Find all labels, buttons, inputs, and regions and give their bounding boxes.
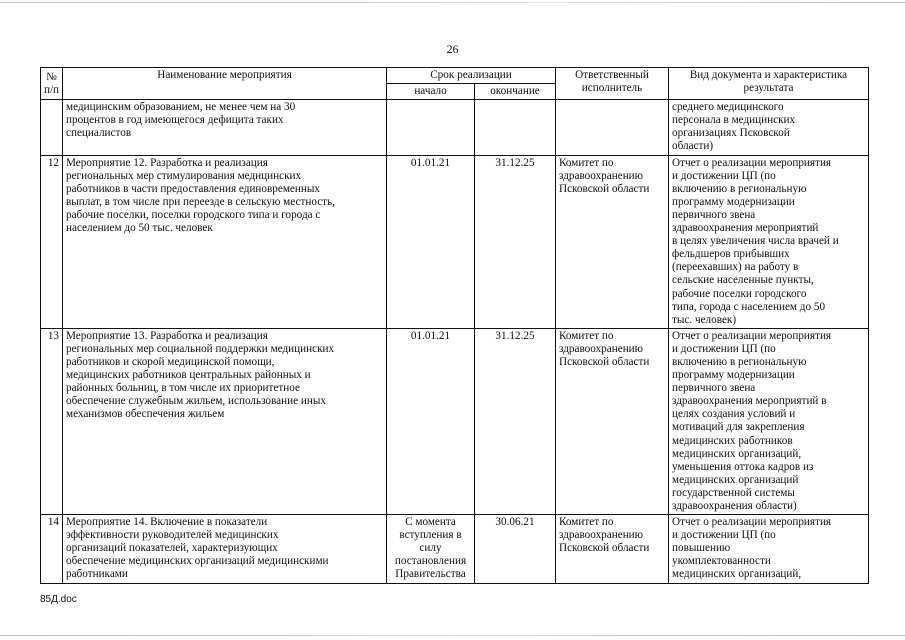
row-end: 31.12.25 <box>475 328 556 514</box>
row-name: Мероприятие 14. Включение в показатели эффективности руководителей медицинских организаций показателей, характеризующих обеспечение медицинских организаций медицинскими работниками <box>63 515 387 583</box>
scan-edge-bottom <box>0 635 905 636</box>
row-name: медицинским образованием, не менее чем на 30 процентов в год имеющегося дефицита таких специалистов <box>63 100 387 155</box>
header-name: Наименование мероприятия <box>63 68 387 100</box>
document-filename: 85Д.doc <box>40 594 77 605</box>
row-start: 01.01.21 <box>387 155 475 328</box>
row-name: Мероприятие 13. Разработка и реализация региональных мер социальной поддержки медицинских работников и скорой медицинской помощи, медицинских работников центральных районных и районных больниц, в том числе их приоритетное обеспечение служебным жильем, использование иных механизмов обеспечения жильем <box>63 328 387 514</box>
row-end: 30.06.21 <box>475 515 556 583</box>
row-result: Отчет о реализации мероприятия и достижении ЦП (по повышению укомплектованности медицинских организаций, <box>669 515 869 583</box>
header-result: Вид документа и характеристика результата <box>669 68 869 100</box>
row-start: 01.01.21 <box>387 328 475 514</box>
scan-edge-top <box>0 2 905 3</box>
row-num: 12 <box>41 155 63 328</box>
table-header-row <box>41 68 869 84</box>
header-responsible: Ответственный исполнитель <box>556 68 669 100</box>
row-responsible <box>556 100 669 155</box>
header-start: начало <box>387 84 475 100</box>
row-num: 14 <box>41 515 63 583</box>
page-number: 26 <box>446 42 459 56</box>
row-responsible: Комитет по здравоохранению Псковской области <box>556 328 669 514</box>
row-responsible: Комитет по здравоохранению Псковской области <box>556 515 669 583</box>
row-responsible: Комитет по здравоохранению Псковской области <box>556 155 669 328</box>
row-start <box>387 100 475 155</box>
header-period: Срок реализации <box>387 68 556 84</box>
row-start: С момента вступления в силу постановления Правительства <box>387 515 475 583</box>
table-row <box>41 328 869 514</box>
row-result: Отчет о реализации мероприятия и достижении ЦП (по включению в региональную программу модернизации первичного звена здравоохранения мероприятий в целях создания условий и мотиваций для закрепления медицинских работников медицинских организаций, уменьшения оттока кадров из медицинских организаций государственной системы здравоохранения области) <box>669 328 869 514</box>
row-num <box>41 100 63 155</box>
table-row <box>41 100 869 155</box>
table-row <box>41 155 869 328</box>
header-end: окончание <box>475 84 556 100</box>
header-num: № п/п <box>41 68 63 100</box>
table-row <box>41 515 869 583</box>
row-name: Мероприятие 12. Разработка и реализация региональных мер стимулирования медицинских работников в части предоставления единовременных выплат, в том числе при переезде в сельскую местность, рабочие поселки, поселки городского типа и города с населением до 50 тыс. человек <box>63 155 387 328</box>
row-result: среднего медицинского персонала в медицинских организациях Псковской области) <box>669 100 869 155</box>
row-end <box>475 100 556 155</box>
events-table <box>40 67 869 584</box>
row-result: Отчет о реализации мероприятия и достижении ЦП (по включению в региональную программу модернизации первичного звена здравоохранения мероприятий в целях увеличения числа врачей и фельдшеров прибывших (переехавших) на работу в сельские населенные пункты, рабочие поселки городского типа, города с населением до 50 тыс. человек) <box>669 155 869 328</box>
row-num: 13 <box>41 328 63 514</box>
row-end: 31.12.25 <box>475 155 556 328</box>
